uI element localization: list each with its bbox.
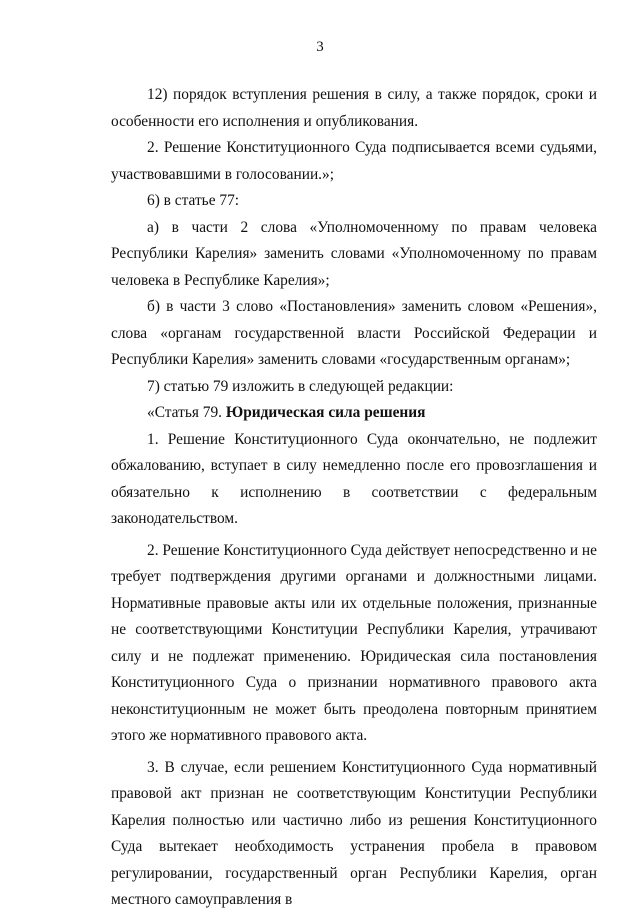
article-paragraph: 3. В случае, если решением Конституционного Суда нормативный правовой акт признан не соответствующим Конституции Республики Карелия полностью или частично либо из решения Конституционного Суда вытекает необходимость устранения пробела в правовом регулировании, государственный орган Республики Карелия, орган местного самоуправления в — [111, 758, 597, 908]
paragraph: 6) в статье 77: — [147, 192, 240, 209]
paragraph: 7) статью 79 изложить в следующей редакции: — [147, 377, 454, 395]
document-body — [111, 82, 597, 914]
article-paragraph: 1. Решение Конституционного Суда окончательно, не подлежит обжалованию, вступает в силу немедленно после его провозглашения и обязательно к исполнению в соответствии с федеральным законодательством. — [111, 430, 597, 527]
paragraph: 12) порядок вступления решения в силу, а также порядок, сроки и особенности его исполнения и опубликования. — [111, 86, 597, 130]
page-number: 3 — [316, 39, 324, 55]
paragraph: а) в части 2 слова «Уполномоченному по правам человека Республики Карелия» заменить словами «Уполномоченному по правам человека в Республике Карелия»; — [111, 218, 597, 289]
article-heading-prefix: «Статья 79. — [147, 404, 223, 421]
article-paragraph: 2. Решение Конституционного Суда действует непосредственно и не требует подтверждения другими органами и должностными лицами. Нормативные правовые акты или их отдельные положения, признанные не соответствующими Конституции Республики Карелия, утрачивают силу и не подлежат применению. Юридическая сила постановления Конституционного Суда о признании нормативного правового акта неконституционным не может быть преодолена повторным принятием этого же нормативного правового акта. — [111, 541, 597, 744]
paragraph: 2. Решение Конституционного Суда подписывается всеми судьями, участвовавшими в голосовании.»; — [111, 139, 597, 183]
paragraph: б) в части 3 слово «Постановления» заменить словом «Решения», слова «органам государственной власти Российской Федерации и Республики Карелия» заменить словами «государственным органам»; — [111, 298, 597, 368]
article-heading-title: Юридическая сила решения — [225, 404, 426, 421]
article-heading — [111, 400, 597, 427]
